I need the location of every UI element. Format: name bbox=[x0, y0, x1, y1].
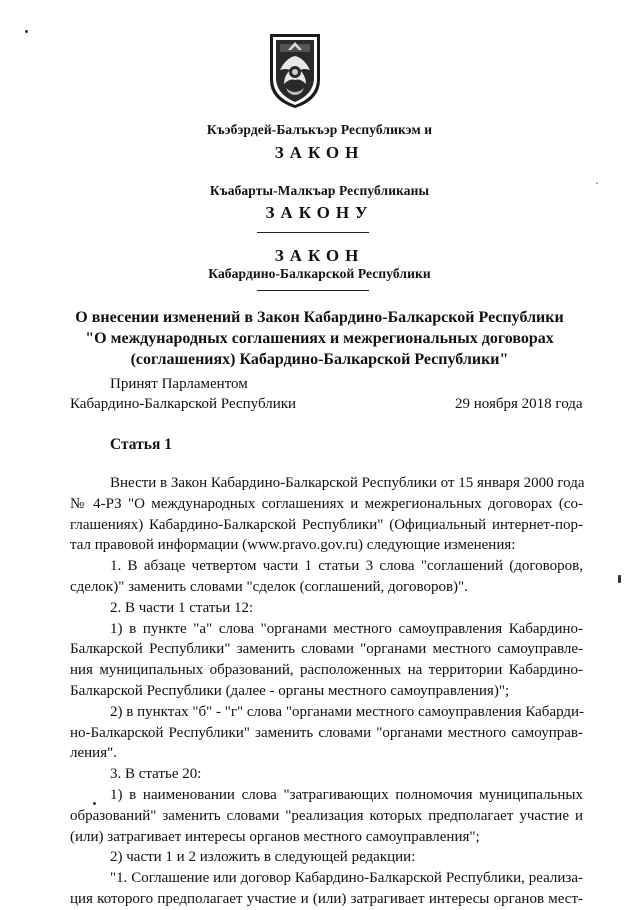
scan-speck bbox=[25, 30, 28, 33]
body-line: 2. В части 1 статьи 12: bbox=[110, 599, 254, 616]
body-line: но-Балкарской Республики" заменить словами "органами местного самоуправ- bbox=[70, 724, 583, 741]
body-line: 3. В статье 20: bbox=[110, 766, 202, 783]
header-divider-top bbox=[257, 232, 369, 233]
body-line: 1) в наименовании слова "затрагивающих полномочия муниципальных bbox=[110, 786, 583, 803]
body-line: Балкарской Республики (далее - органы местного самоуправления)"; bbox=[70, 682, 510, 699]
body-line: ния муниципальных образований, расположенных на территории Кабардино- bbox=[70, 662, 583, 679]
body-line: № 4-РЗ "О международных соглашениях и межрегиональных договорах (со- bbox=[70, 495, 583, 512]
header-russian-law: ЗАКОН bbox=[274, 246, 365, 265]
body-line: 2) в пунктах "б" - "г" слова "органами местного самоуправления Кабарди- bbox=[110, 703, 585, 720]
body-line: ления". bbox=[70, 745, 117, 762]
body-line: сделок)" заменить словами "сделок (соглашений, договоров)". bbox=[70, 578, 468, 595]
body-line: 1) в пункте "а" слова "органами местного самоуправления Кабардино- bbox=[110, 620, 583, 637]
body-line: образований" заменить словами "реализация которых предполагает участие и bbox=[70, 807, 583, 824]
article-heading: Статья 1 bbox=[110, 436, 172, 453]
coat-of-arms-graphic bbox=[266, 30, 324, 110]
header-russian-republic: Кабардино-Балкарской Республики bbox=[208, 266, 431, 281]
scan-speck bbox=[93, 802, 96, 805]
law-title-line-1: О внесении изменений в Закон Кабардино-Балкарской Республики bbox=[75, 309, 564, 326]
header-balkar-republic: Къабарты-Малкъар Республиканы bbox=[209, 183, 430, 198]
adoption-date: 29 ноября 2018 года bbox=[455, 396, 583, 412]
article-body bbox=[70, 473, 583, 910]
law-title-line-2: "О международных соглашениях и межрегиональных договорах bbox=[85, 330, 554, 347]
coat-of-arms-emblem bbox=[266, 30, 324, 110]
body-line: (или) затрагивает интересы органов местного самоуправления"; bbox=[70, 828, 480, 845]
header-balkar-law: ЗАКОНУ bbox=[265, 203, 374, 222]
body-line: Внести в Закон Кабардино-Балкарской Республики от 15 января 2000 года bbox=[110, 475, 585, 491]
adoption-line-1: Принят Парламентом bbox=[110, 376, 248, 392]
body-line: 2) части 1 и 2 изложить в следующей редакции: bbox=[110, 849, 416, 866]
body-line: Балкарской Республики" заменить словами "органами местного самоуправле- bbox=[70, 641, 583, 658]
adoption-line-2: Кабардино-Балкарской Республики bbox=[70, 396, 297, 412]
header-kabardian-law: ЗАКОН bbox=[274, 143, 365, 162]
law-title-line-3: (соглашениях) Кабардино-Балкарской Республики" bbox=[130, 351, 509, 368]
body-line: тал правовой информации (www.pravo.gov.ru) следующие изменения: bbox=[70, 537, 516, 554]
body-line: глашениях) Кабардино-Балкарской Республики" (Официальный интернет-пор- bbox=[70, 516, 583, 533]
body-line: 1. В абзаце четвертом части 1 статьи 3 слова "соглашений (договоров, bbox=[110, 558, 583, 575]
scan-speck bbox=[596, 182, 598, 184]
body-line: "1. Соглашение или договор Кабардино-Балкарской Республики, реализа- bbox=[110, 870, 583, 887]
scan-speck bbox=[618, 575, 621, 583]
header-divider-bottom bbox=[257, 290, 369, 291]
body-line: ция которого предполагает участие и (или) затрагивает интересы органов мест- bbox=[70, 890, 583, 907]
header-kabardian-republic: Къэбэрдей-Балъкъэр Республикэм и bbox=[206, 122, 433, 137]
